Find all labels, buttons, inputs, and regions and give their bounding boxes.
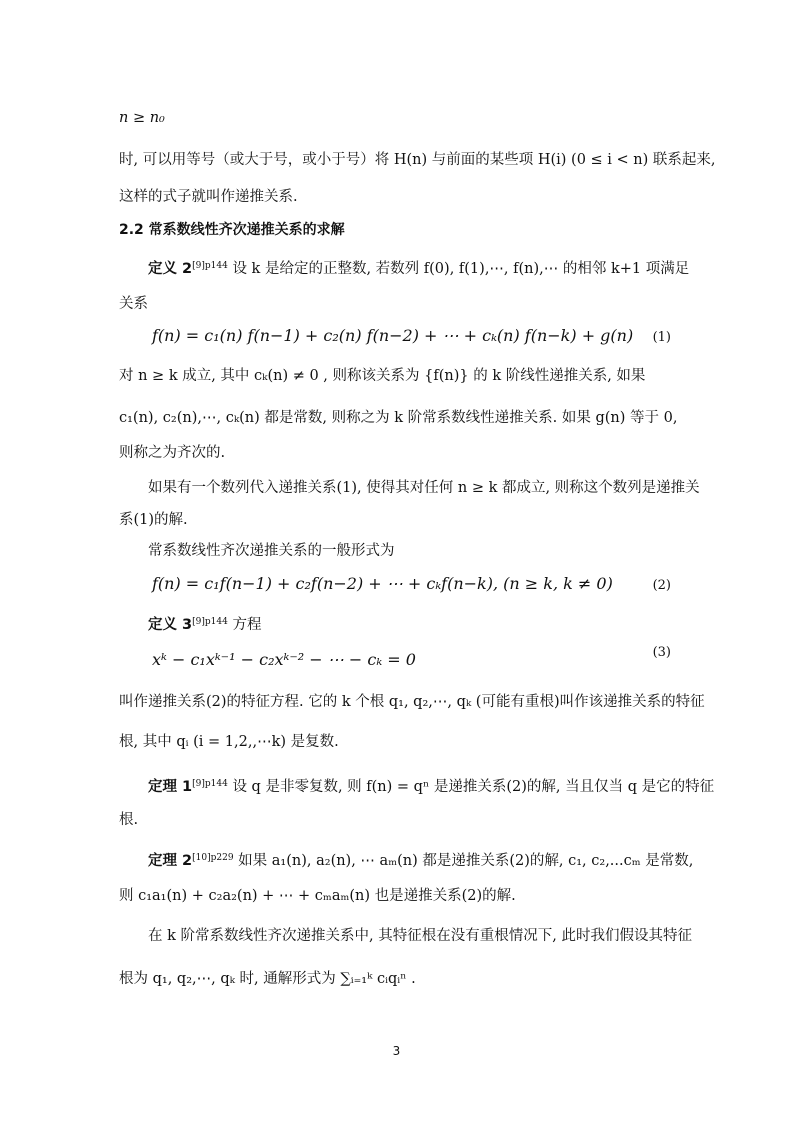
definition-label: 定义 3	[148, 617, 193, 633]
equation-number: (1)	[652, 330, 671, 345]
theorem-2	[148, 848, 694, 871]
definition-text: 设 k 是给定的正整数, 若数列 f(0), f(1),⋯, f(n),⋯ 的相邻 k+1 项满足	[227, 261, 690, 277]
paragraph-line: 在 k 阶常系数线性齐次递推关系中, 其特征根在没有重根情况下, 此时我们假设其特征	[148, 928, 692, 944]
citation-ref: [9]p144	[192, 617, 228, 627]
citation-ref: [10]p229	[192, 853, 234, 863]
theorem-label: 定理 2	[148, 853, 193, 869]
paragraph-line: c₁(n), c₂(n),⋯, cₖ(n) 都是常数, 则称之为 k 阶常系数线性递推关系. 如果 g(n) 等于 0,	[119, 410, 678, 426]
paragraph-line: 根.	[119, 812, 139, 828]
paragraph-line: 系(1)的解.	[119, 512, 188, 528]
equation-1: f(n) = c₁(n) f(n−1) + c₂(n) f(n−2) + ⋯ + cₖ(n) f(n−k) + g(n)	[152, 326, 634, 345]
theorem-text: 设 q 是非零复数, 则 f(n) = qⁿ 是递推关系(2)的解, 当且仅当 q 是它的特征	[227, 779, 715, 795]
paragraph-line: 这样的式子就叫作递推关系.	[119, 189, 298, 205]
theorem-1	[148, 774, 715, 797]
definition-text: 方程	[227, 617, 262, 633]
definition-2	[148, 256, 690, 279]
equation-number: (3)	[652, 645, 671, 660]
theorem-text: 如果 a₁(n), a₂(n), ⋯ aₘ(n) 都是递推关系(2)的解, c₁, c₂,...cₘ 是常数,	[233, 853, 694, 869]
definition-label: 定义 2	[148, 261, 193, 277]
definition-3	[148, 612, 683, 635]
paragraph-line: 则 c₁a₁(n) + c₂a₂(n) + ⋯ + cₘaₘ(n) 也是递推关系(2)的解.	[119, 888, 516, 904]
paragraph-line: 关系	[119, 296, 148, 312]
paragraph-line: 根为 q₁, q₂,⋯, qₖ 时, 通解形式为 ∑ᵢ₌₁ᵏ cᵢqᵢⁿ .	[119, 971, 416, 987]
paragraph-line: 对 n ≥ k 成立, 其中 cₖ(n) ≠ 0 , 则称该关系为 {f(n)} 的 k 阶线性递推关系, 如果	[119, 368, 646, 384]
paragraph-line: 时, 可以用等号（或大于号，或小于号）将 H(n) 与前面的某些项 H(i) (0 ≤ i < n) 联系起来,	[119, 152, 716, 168]
paragraph-line: 叫作递推关系(2)的特征方程. 它的 k 个根 q₁, q₂,⋯, qₖ (可能有重根)叫作该递推关系的特征	[119, 694, 705, 710]
theorem-label: 定理 1	[148, 779, 193, 795]
page-number: 3	[392, 1044, 401, 1058]
citation-ref: [9]p144	[192, 779, 228, 789]
equation-3: xᵏ − c₁xᵏ⁻¹ − c₂xᵏ⁻² − ⋯ − cₖ = 0	[152, 650, 416, 669]
citation-ref: [9]p144	[192, 261, 228, 271]
paragraph-line: 则称之为齐次的.	[119, 445, 226, 461]
condition-line: n ≥ n₀	[119, 110, 165, 126]
section-heading: 2.2 常系数线性齐次递推关系的求解	[119, 222, 345, 238]
equation-2: f(n) = c₁f(n−1) + c₂f(n−2) + ⋯ + cₖf(n−k), (n ≥ k, k ≠ 0)	[152, 574, 613, 593]
equation-number: (2)	[652, 578, 671, 593]
paragraph-line: 如果有一个数列代入递推关系(1), 使得其对任何 n ≥ k 都成立, 则称这个数列是递推关	[148, 480, 700, 496]
paragraph-line: 根, 其中 qᵢ (i = 1,2,,⋯k) 是复数.	[119, 734, 339, 750]
paragraph-line: 常系数线性齐次递推关系的一般形式为	[148, 543, 395, 559]
